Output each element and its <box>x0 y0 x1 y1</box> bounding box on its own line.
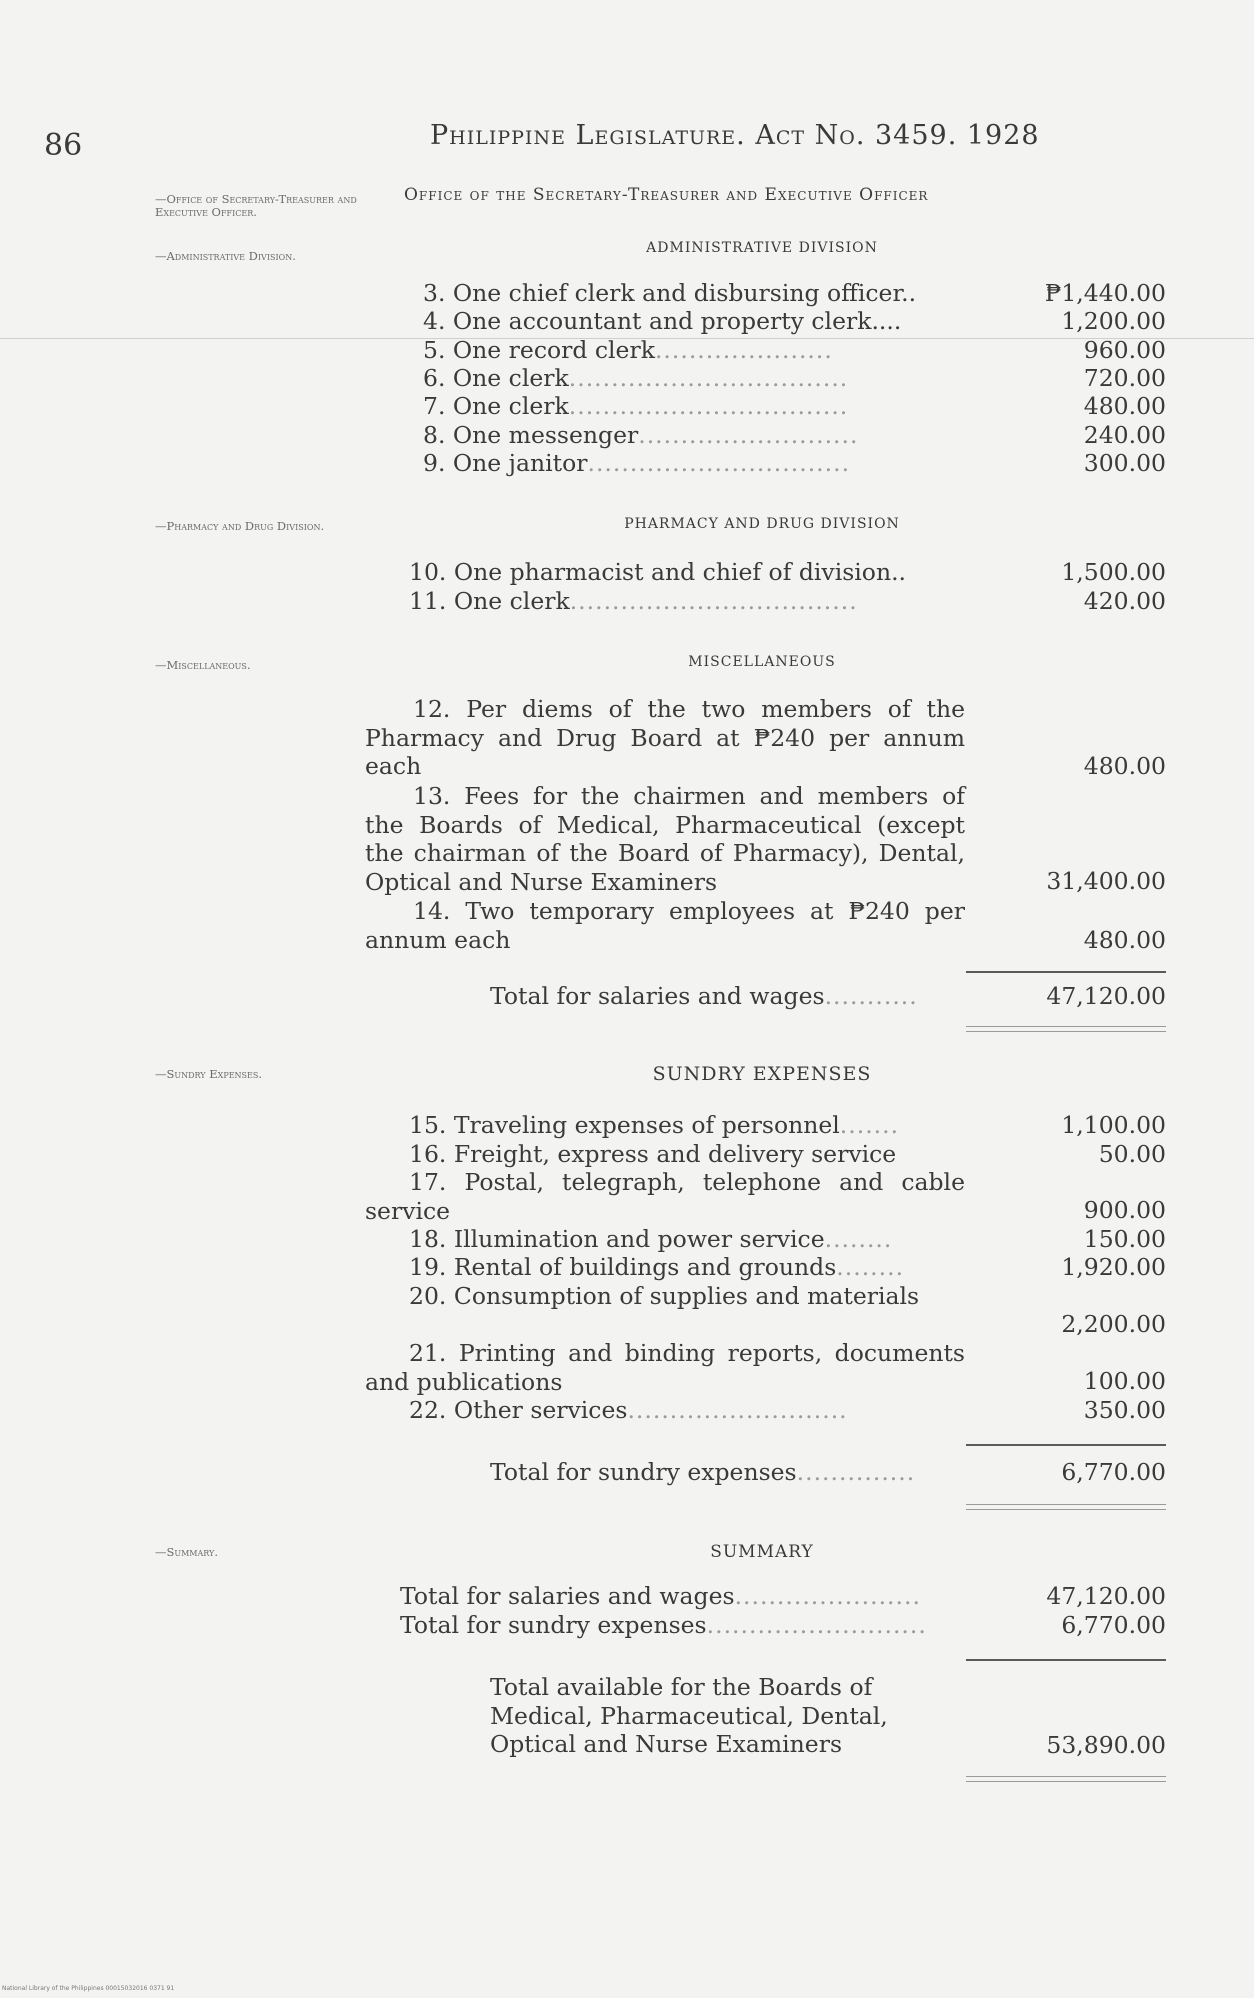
sundry-amount-15: 1,100.00 <box>1061 1111 1166 1139</box>
office-heading: Office of the Secretary-Treasurer and Executive Officer <box>404 185 929 205</box>
side-note-admin: —Administrative Division. <box>155 249 296 263</box>
double-rule-summary <box>966 1776 1166 1782</box>
summary-heading: SUMMARY <box>710 1542 814 1562</box>
admin-item-8: 8. One messenger.......................... <box>423 421 859 449</box>
admin-item-6: 6. One clerk................................. <box>423 364 849 392</box>
sundry-item-15: 15. Traveling expenses of personnel....... <box>409 1111 900 1139</box>
admin-item-9: 9. One janitor............................... <box>423 449 851 477</box>
sundry-amount-17: 900.00 <box>1083 1196 1166 1224</box>
admin-amount-9: 300.00 <box>1083 449 1166 477</box>
sundry-amount-18: 150.00 <box>1083 1225 1166 1253</box>
summary-grand-label: Total available for the Boards of Medical, Pharmaceutical, Dental, Optical and Nurse Examiners <box>490 1673 888 1758</box>
misc-amount-12: 480.00 <box>1083 752 1166 780</box>
side-note-office: —Office of Secretary-Treasurer and Executive Officer. <box>155 192 357 219</box>
page-number: 86 <box>44 128 83 163</box>
admin-amount-6: 720.00 <box>1083 364 1166 392</box>
pharmacy-division-heading: PHARMACY AND DRUG DIVISION <box>624 516 900 532</box>
sundry-amount-16: 50.00 <box>1098 1140 1166 1168</box>
misc-amount-13: 31,400.00 <box>1046 867 1166 895</box>
misc-item-12: 12. Per diems of the two members of the Pharmacy and Drug Board at ₱240 per annum each <box>365 695 965 780</box>
admin-division-heading: ADMINISTRATIVE DIVISION <box>646 240 878 256</box>
rule-summary <box>966 1659 1166 1661</box>
sundry-item-22: 22. Other services.......................... <box>409 1396 848 1424</box>
summary-grand-amount: 53,890.00 <box>1046 1731 1166 1759</box>
sundry-amount-19: 1,920.00 <box>1061 1253 1166 1281</box>
double-rule-salaries <box>966 1026 1166 1032</box>
sundry-total-label: Total for sundry expenses.............. <box>490 1458 916 1486</box>
footer-credit: National Library of the Philippines 00015032016 0371 91 <box>2 1985 175 1992</box>
admin-item-7: 7. One clerk................................. <box>423 392 849 420</box>
pharmacy-amount-11: 420.00 <box>1083 587 1166 615</box>
sundry-amount-21: 100.00 <box>1083 1367 1166 1395</box>
sundry-item-20: 20. Consumption of supplies and materials <box>409 1282 920 1310</box>
misc-item-14: 14. Two temporary employees at ₱240 per annum each <box>365 897 965 954</box>
side-note-sundry: —Sundry Expenses. <box>155 1067 263 1081</box>
sundry-amount-22: 350.00 <box>1083 1396 1166 1424</box>
admin-item-3: 3. One chief clerk and disbursing officer.. <box>423 279 917 307</box>
admin-amount-7: 480.00 <box>1083 392 1166 420</box>
summary-sundry-label: Total for sundry expenses.......................... <box>400 1611 927 1639</box>
sundry-item-21: 21. Printing and binding reports, documents and publications <box>365 1339 965 1396</box>
sundry-item-16: 16. Freight, express and delivery service <box>409 1140 897 1168</box>
summary-salaries-label: Total for salaries and wages...................... <box>400 1582 921 1610</box>
admin-item-4: 4. One accountant and property clerk.... <box>423 307 902 335</box>
admin-amount-8: 240.00 <box>1083 421 1166 449</box>
admin-amount-3: ₱1,440.00 <box>1044 279 1166 307</box>
pharmacy-amount-10: 1,500.00 <box>1061 558 1166 586</box>
side-note-pharmacy: —Pharmacy and Drug Division. <box>155 519 325 533</box>
running-title: Philippine Legislature. Act No. 3459. 1928 <box>430 120 1040 151</box>
sundry-total-amount: 6,770.00 <box>1061 1458 1166 1486</box>
admin-amount-4: 1,200.00 <box>1061 307 1166 335</box>
salaries-total-amount: 47,120.00 <box>1046 982 1166 1010</box>
misc-heading: MISCELLANEOUS <box>688 654 836 670</box>
side-note-summary: —Summary. <box>155 1545 218 1559</box>
summary-salaries-amount: 47,120.00 <box>1046 1582 1166 1610</box>
sundry-amount-20: 2,200.00 <box>1061 1310 1166 1338</box>
sundry-item-19: 19. Rental of buildings and grounds........ <box>409 1253 905 1281</box>
misc-amount-14: 480.00 <box>1083 926 1166 954</box>
sundry-heading: SUNDRY EXPENSES <box>652 1063 872 1085</box>
pharmacy-item-10: 10. One pharmacist and chief of division.. <box>409 558 907 586</box>
side-note-misc: —Miscellaneous. <box>155 658 251 672</box>
pharmacy-item-11: 11. One clerk.................................. <box>409 587 858 615</box>
salaries-total-label: Total for salaries and wages........... <box>490 982 918 1010</box>
summary-sundry-amount: 6,770.00 <box>1061 1611 1166 1639</box>
admin-item-5: 5. One record clerk..................... <box>423 336 833 364</box>
misc-item-13: 13. Fees for the chairmen and members of the Boards of Medical, Pharmaceutical (except the chairman of the Board of Pharmacy), Dental, Optical and Nurse Examiners <box>365 782 965 896</box>
sundry-item-18: 18. Illumination and power service........ <box>409 1225 893 1253</box>
double-rule-sundry <box>966 1504 1166 1510</box>
sundry-item-17: 17. Postal, telegraph, telephone and cable service <box>365 1168 965 1225</box>
rule-sundry <box>966 1444 1166 1446</box>
admin-amount-5: 960.00 <box>1083 336 1166 364</box>
rule-salaries <box>966 971 1166 973</box>
